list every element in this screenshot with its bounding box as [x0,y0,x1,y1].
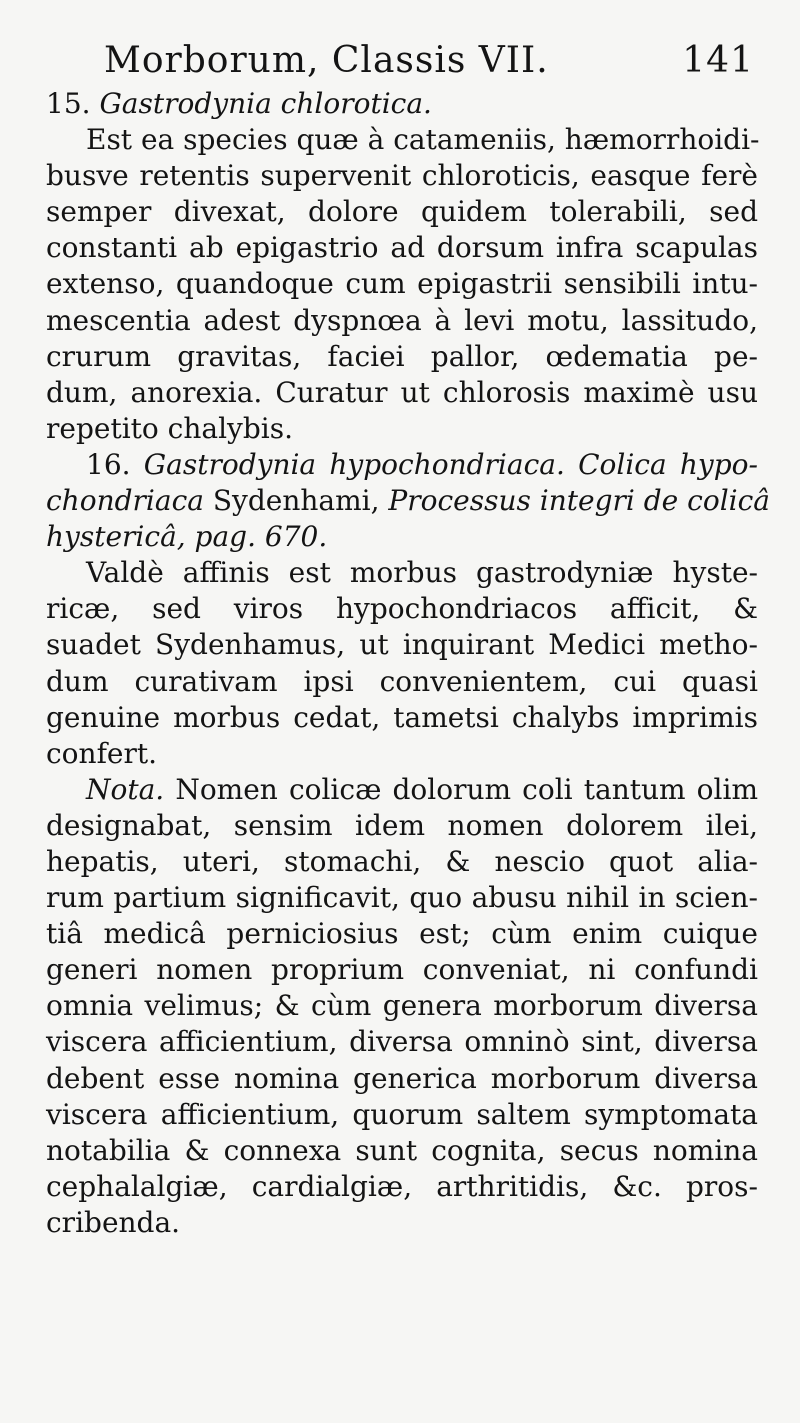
text-line [46,158,758,194]
text-line [46,988,758,1024]
text-line [46,1024,758,1060]
text-line [46,375,758,411]
text-line [46,664,758,700]
text-run: extenso, quandoque cum epigastrii sensibili intu- [46,267,758,301]
text-run: dum curativam ipsi convenientem, cui quasi [46,664,758,698]
text-line [46,700,758,736]
text-line [46,519,758,555]
text-line [46,916,758,952]
text-line [46,266,758,302]
text-run: generi nomen proprium conveniat, ni confundi [46,953,758,987]
text-line [46,555,758,591]
text-run: cribenda. [46,1205,181,1239]
italic-text: hystericâ, pag. 670. [46,520,328,554]
text-line [46,303,758,339]
text-line [46,86,758,122]
text-line [46,1133,758,1169]
text-line [46,339,758,375]
text-line [46,1169,758,1205]
text-run: confert. [46,736,158,770]
text-run: rum partium significavit, quo abusu nihil in scien- [46,881,758,915]
text-line [46,122,758,158]
text-line [46,447,758,483]
italic-text: Gastrodynia hypochondriaca. Colica hypo- [143,447,758,481]
text-run: ricæ, sed viros hypochondriacos afficit, & [46,592,758,626]
text-line [46,1205,758,1241]
text-line [46,736,758,772]
text-line [46,230,758,266]
text-run: viscera afficientium, quorum saltem symptomata [46,1097,758,1131]
text-line [46,772,758,808]
text-line [46,194,758,230]
page-header [104,40,754,90]
text-line [46,627,758,663]
text-run: dum, anorexia. Curatur ut chlorosis maximè usu [46,375,758,409]
text-run: crurum gravitas, faciei pallor, œdematia pe- [46,339,758,373]
text-run: busve retentis supervenit chloroticis, easque ferè [46,159,758,193]
text-run: Sydenhami, [203,484,389,518]
text-run: tiâ medicâ perniciosius est; cùm enim cuique [46,917,758,951]
text-run: Est ea species quæ à catameniis, hæmorrhoidi- [86,123,760,157]
text-run: Valdè affinis est morbus gastrodyniæ hyste- [86,556,758,590]
body-text [46,86,770,1241]
text-run: constanti ab epigastrio ad dorsum infra scapulas [46,231,758,265]
text-run: hepatis, uteri, stomachi, & nescio quot alia- [46,844,758,878]
text-run: viscera afficientium, diversa omninò sint, diversa [46,1025,758,1059]
text-run: semper divexat, dolore quidem tolerabili, sed [46,195,758,229]
text-run: designabat, sensim idem nomen dolorem ilei, [46,808,758,842]
italic-text: chondriaca [46,484,204,518]
text-run: notabilia & connexa sunt cognita, secus nomina [46,1133,758,1167]
text-line [46,483,770,519]
italic-text: Processus integri de colicâ [388,484,770,518]
italic-text: Gastrodynia chlorotica. [99,87,432,120]
italic-text: Nota. [86,772,165,806]
text-line [46,411,758,447]
text-line [46,952,758,988]
running-title: Morborum, Classis VII. [104,40,549,81]
text-run: repetito chalybis. [46,411,293,445]
text-run: debent esse nomina generica morborum diversa [46,1061,758,1095]
text-run: mescentia adest dyspnœa à levi motu, lassitudo, [46,303,758,337]
text-line [46,808,758,844]
text-run: cephalalgiæ, cardialgiæ, arthritidis, &c. pros- [46,1169,758,1203]
text-line [46,1061,758,1097]
text-line [46,1097,758,1133]
text-run: omnia velimus; & cùm genera morborum diversa [46,989,758,1023]
text-line [46,844,758,880]
text-run: 15. [46,87,100,120]
text-run: suadet Sydenhamus, ut inquirant Medici metho- [46,628,758,662]
text-run: 16. [86,447,144,481]
text-line [46,591,758,627]
text-run: genuine morbus cedat, tametsi chalybs imprimis [46,700,758,734]
text-run: Nomen colicæ dolorum coli tantum olim [164,772,758,806]
page-number: 141 [682,40,754,81]
text-line [46,880,758,916]
